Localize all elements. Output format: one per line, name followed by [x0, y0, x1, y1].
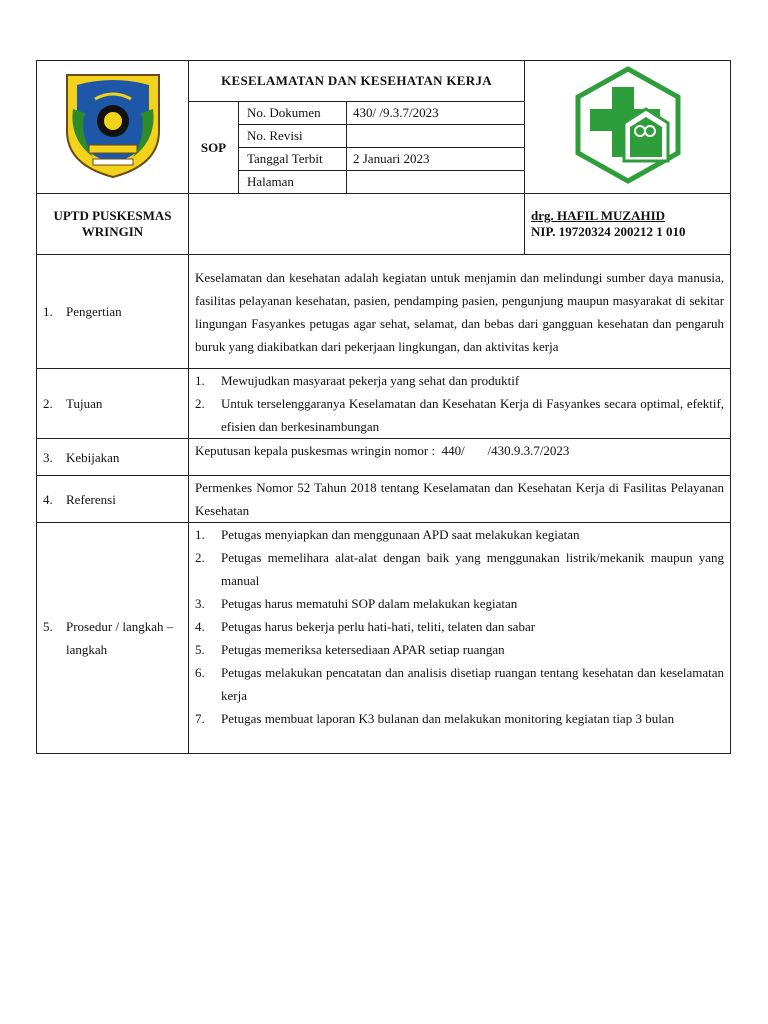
section-number: 5. — [43, 619, 53, 634]
section-text: Keputusan kepala puskesmas wringin nomor : 440/ /430.9.3.7/2023 — [195, 443, 570, 458]
meta-key-revision: No. Revisi — [239, 125, 347, 148]
section-content-pengertian — [189, 255, 731, 369]
item-number: 2. — [195, 396, 205, 411]
section-label-kebijakan — [37, 439, 189, 476]
item-number: 5. — [195, 642, 205, 657]
item-number: 1. — [195, 373, 205, 388]
list-item — [195, 615, 724, 638]
list-item — [195, 392, 724, 438]
item-number: 6. — [195, 665, 205, 680]
section-number: 1. — [43, 304, 53, 319]
section-content-kebijakan — [189, 439, 731, 476]
meta-key-page: Halaman — [239, 171, 347, 194]
section-content-prosedur — [189, 523, 731, 754]
item-text: Mewujudkan masyaraat pekerja yang sehat dan produktif — [221, 373, 520, 388]
item-text: Petugas melakukan pencatatan dan analisis disetiap ruangan tentang kesehatan dan keselamatan kerja — [221, 665, 725, 703]
item-text: Petugas harus mematuhi SOP dalam melakukan kegiatan — [221, 596, 518, 611]
item-text: Petugas menyiapkan dan menggunaan APD saat melakukan kegiatan — [221, 527, 580, 542]
section-content-referensi — [189, 476, 731, 523]
section-label: Prosedur / langkah – langkah — [66, 619, 174, 657]
section-text: Permenkes Nomor 52 Tahun 2018 tentang Keselamatan dan Kesehatan Kerja di Fasilitas Pelayanan Kesehatan — [195, 480, 725, 518]
list-item — [195, 592, 724, 615]
sop-label: SOP — [189, 102, 239, 194]
list-item — [195, 707, 724, 730]
meta-value-issue-date: 2 Januari 2023 — [347, 148, 525, 171]
meta-value-document-number: 430/ /9.3.7/2023 — [347, 102, 525, 125]
tujuan-list — [195, 369, 724, 438]
item-number: 7. — [195, 711, 205, 726]
list-item — [195, 369, 724, 392]
item-text: Petugas harus bekerja perlu hati-hati, teliti, telaten dan sabar — [221, 619, 536, 634]
meta-key-document-number: No. Dokumen — [239, 102, 347, 125]
regency-emblem-icon — [59, 69, 167, 181]
list-item — [195, 638, 724, 661]
section-label-referensi — [37, 476, 189, 523]
document-title: KESELAMATAN DAN KESEHATAN KERJA — [189, 61, 525, 102]
unit-name: UPTD PUSKESMAS WRINGIN — [37, 194, 189, 255]
section-label-pengertian — [37, 255, 189, 369]
signatory-name: drg. HAFIL MUZAHID — [531, 208, 666, 223]
section-text: Keselamatan dan kesehatan adalah kegiatan untuk menjamin dan melindungi sumber daya manusia, fasilitas pelayanan kesehatan, pasien, pendamping pasien, pengunjung maupun masyarakat di sekitar lingungan Fasyankes petugas agar sehat, selamat, dan bebas dari gangguan kesehatan dan pengaruh buruk yang diakibatkan dari pekerjaan lingkungan, dan aktivitas kerja — [195, 269, 725, 354]
section-label: Referensi — [66, 491, 116, 507]
section-content-tujuan — [189, 369, 731, 439]
meta-value-revision — [347, 125, 525, 148]
list-item — [195, 523, 724, 546]
meta-value-page — [347, 171, 525, 194]
blank-cell — [189, 194, 525, 255]
section-label: Pengertian — [66, 304, 122, 319]
puskesmas-logo-cell — [525, 61, 731, 194]
signatory-nip: NIP. 19720324 200212 1 010 — [531, 224, 686, 239]
section-label-prosedur — [37, 523, 189, 754]
item-text: Petugas memeriksa ketersediaan APAR setiap ruangan — [221, 642, 505, 657]
list-item — [195, 546, 724, 592]
meta-key-issue-date: Tanggal Terbit — [239, 148, 347, 171]
section-label: Tujuan — [66, 396, 103, 411]
item-text: Petugas membuat laporan K3 bulanan dan melakukan monitoring kegiatan tiap 3 bulan — [221, 711, 675, 726]
item-text: Petugas memelihara alat-alat dengan baik yang menggunakan listrik/mekanik maupun yang manual — [221, 550, 725, 588]
puskesmas-cross-icon — [568, 65, 688, 185]
sop-header-table — [36, 60, 731, 754]
section-label-tujuan — [37, 369, 189, 439]
prosedur-list — [195, 523, 724, 730]
item-text: Untuk terselenggaranya Keselamatan dan Kesehatan Kerja di Fasyankes secara optimal, efektif, efisien dan berkesinambungan — [221, 396, 725, 434]
signatory-block — [525, 194, 731, 255]
section-label: Kebijakan — [66, 449, 120, 465]
item-number: 1. — [195, 527, 205, 542]
item-number: 2. — [195, 550, 205, 565]
list-item — [195, 661, 724, 707]
item-number: 4. — [195, 619, 205, 634]
regency-logo-cell — [37, 61, 189, 194]
section-number: 3. — [43, 449, 53, 465]
item-number: 3. — [195, 596, 205, 611]
section-number: 2. — [43, 396, 53, 411]
sop-document — [36, 60, 730, 754]
section-number: 4. — [43, 491, 53, 507]
